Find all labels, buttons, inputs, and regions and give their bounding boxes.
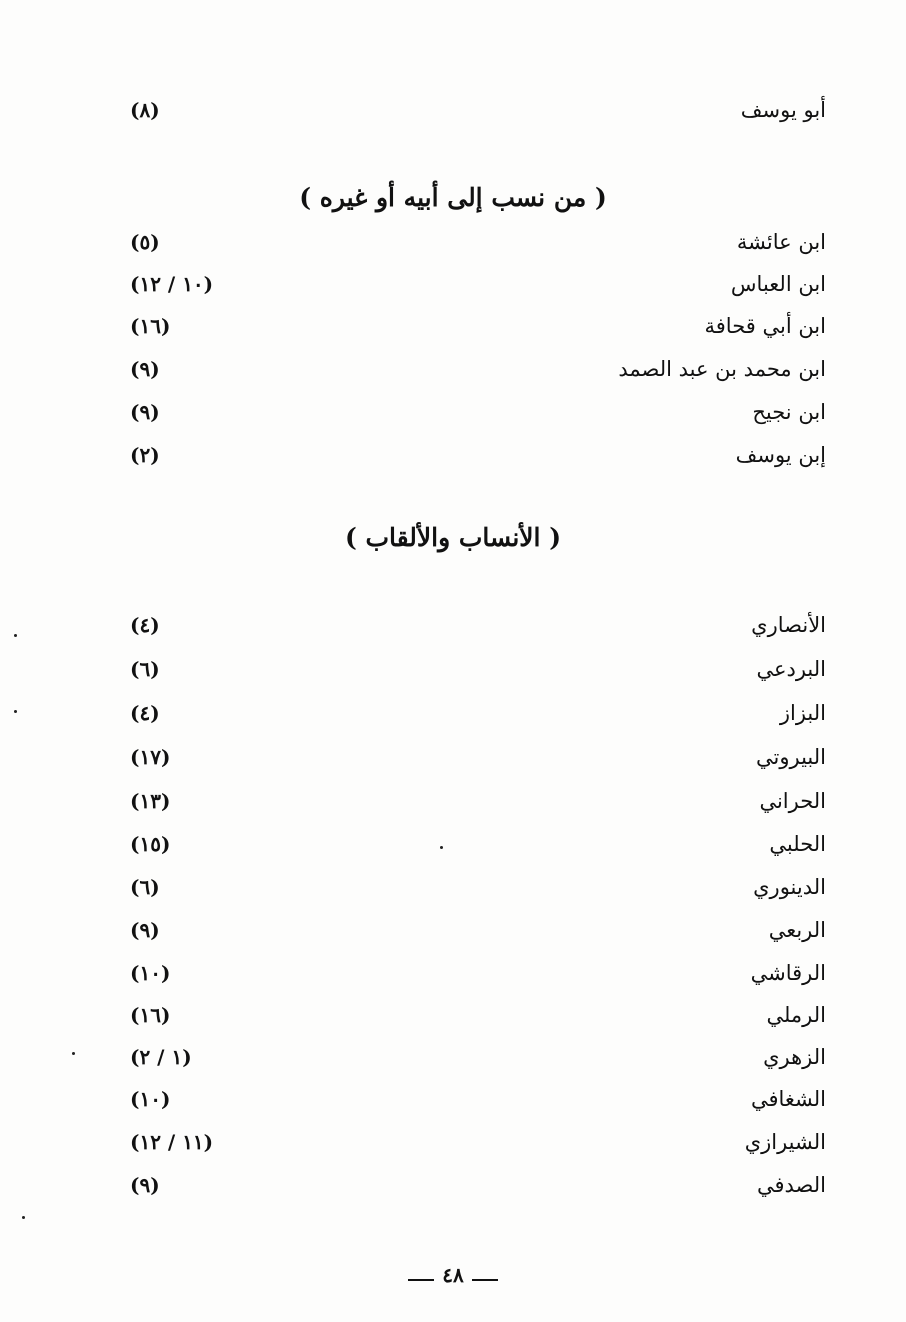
entry-ref: (١ / ٢) (130, 1045, 192, 1069)
entry-name: الربعي (768, 918, 826, 942)
entry-ref: (٦) (130, 875, 160, 899)
section-heading-genealogies: ( الأنساب والألقاب ) (344, 523, 562, 552)
entry-ref: (١٣) (130, 789, 171, 813)
page-number-text: ٤٨ (442, 1263, 464, 1287)
entry-ref: (١٦) (130, 314, 171, 338)
entry-name: إبن يوسف (735, 443, 826, 467)
entry-ref: (٩) (130, 918, 160, 942)
entry-ref: (٩) (130, 1173, 160, 1197)
index-entry (110, 1039, 826, 1075)
index-entry (110, 308, 826, 344)
page-number (0, 1258, 906, 1292)
entry-ref: (٩) (130, 357, 160, 381)
scan-speck (72, 1052, 75, 1055)
index-entry (110, 783, 826, 819)
section-heading-lineage: ( من نسب إلى أبيه أو غيره ) (299, 183, 607, 212)
folio-dash-right (472, 1279, 498, 1281)
entry-name: ابن محمد بن عبد الصمد (618, 357, 826, 381)
entry-name: البيروتي (756, 745, 826, 769)
entry-name: الصدفي (756, 1173, 826, 1197)
entry-name: الرقاشي (750, 961, 826, 985)
entry-ref: (١٧) (130, 745, 171, 769)
scan-speck (14, 710, 17, 713)
entry-ref: (٢) (130, 443, 160, 467)
scan-speck (22, 1216, 25, 1219)
entry-name: ابن العباس (730, 272, 826, 296)
entry-ref: (١٥) (130, 832, 171, 856)
index-entry (110, 351, 826, 387)
index-entry (110, 869, 826, 905)
index-entry (110, 955, 826, 991)
entry-ref: (٤) (130, 701, 160, 725)
entry-name: أبو يوسف (740, 98, 826, 122)
index-entry (110, 651, 826, 687)
index-entry (110, 224, 826, 260)
entry-name: الزهري (763, 1045, 826, 1069)
scan-speck (440, 846, 443, 849)
index-entry (110, 437, 826, 473)
entry-name: البزاز (779, 701, 826, 725)
index-entry (110, 1081, 826, 1117)
entry-name: ابن أبي قحافة (704, 314, 826, 338)
entry-ref: (٥) (130, 230, 160, 254)
entry-ref: (٨) (130, 98, 160, 122)
index-entry (110, 912, 826, 948)
index-entry (110, 695, 826, 731)
entry-name: الشغافي (750, 1087, 826, 1111)
index-entry (110, 266, 826, 302)
entry-ref: (١٠) (130, 1087, 171, 1111)
entry-name: الدينوري (753, 875, 826, 899)
entry-ref: (١٠ / ١٢) (130, 272, 214, 296)
entry-name: الحلبي (769, 832, 826, 856)
entry-ref: (٦) (130, 657, 160, 681)
index-entry (110, 1167, 826, 1203)
index-entry (110, 997, 826, 1033)
entry-name: الحراني (759, 789, 826, 813)
entry-ref: (١٠) (130, 961, 171, 985)
index-entry (110, 826, 826, 862)
entry-name: الأنصاري (751, 613, 826, 637)
index-entry (110, 394, 826, 430)
index-entry (110, 607, 826, 643)
scan-speck (14, 634, 17, 637)
entry-ref: (٩) (130, 400, 160, 424)
index-entry (110, 92, 826, 128)
entry-name: ابن عائشة (736, 230, 826, 254)
entry-name: الشيرازي (744, 1130, 826, 1154)
index-entry (110, 739, 826, 775)
entry-ref: (١١ / ١٢) (130, 1130, 214, 1154)
index-entry (110, 1124, 826, 1160)
entry-ref: (٤) (130, 613, 160, 637)
entry-name: الرملي (766, 1003, 826, 1027)
folio-dash-left (408, 1279, 434, 1281)
entry-ref: (١٦) (130, 1003, 171, 1027)
entry-name: ابن نجيح (752, 400, 826, 424)
entry-name: البردعي (756, 657, 826, 681)
